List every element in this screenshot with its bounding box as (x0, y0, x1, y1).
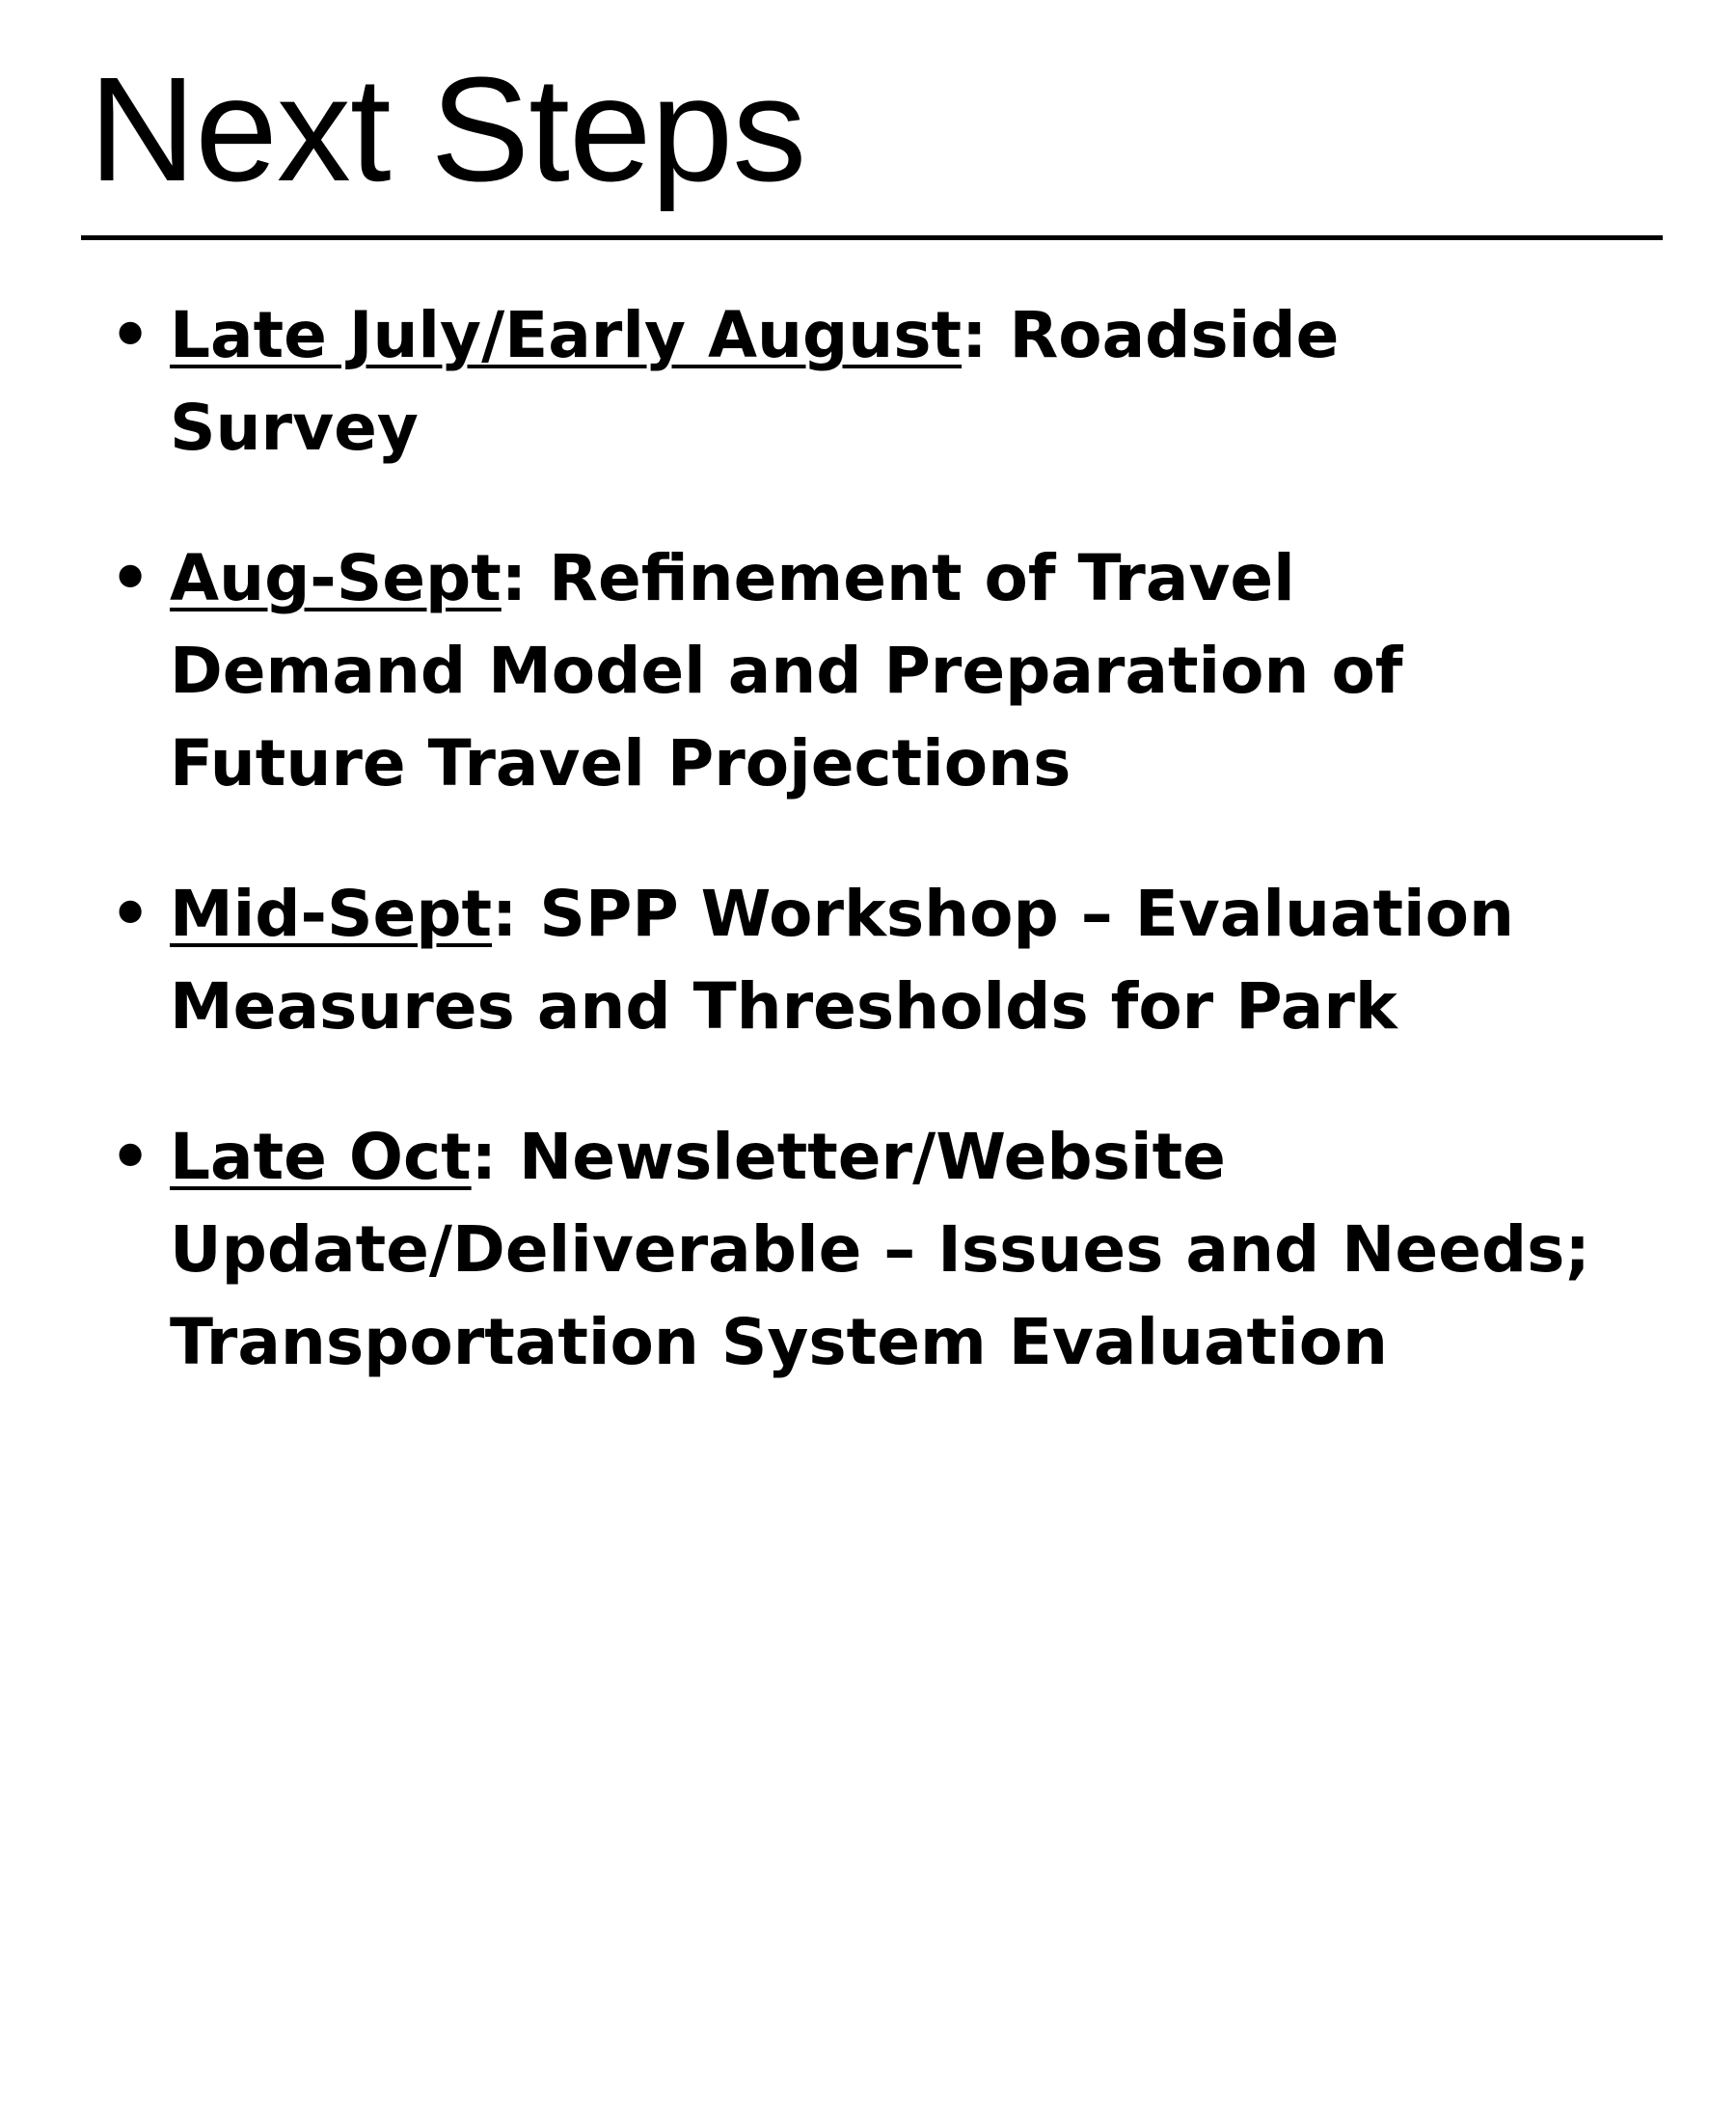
list-item (104, 868, 1609, 1053)
item-description: SPP Workshop – Evaluation Measures and Thresholds for Park (170, 877, 1514, 1044)
title-divider (81, 235, 1663, 240)
item-separator: : (962, 298, 1010, 372)
item-description: Refinement of Travel Demand Model and Preparation of Future Travel Projections (170, 541, 1403, 801)
item-timeframe: Late Oct (170, 1120, 472, 1194)
item-timeframe: Late July/Early August (170, 298, 963, 372)
item-separator: : (471, 1120, 520, 1194)
item-separator: : (501, 541, 550, 615)
bullet-icon: • (110, 1120, 151, 1194)
list-item (104, 1111, 1609, 1389)
list-item (104, 532, 1609, 810)
bullet-icon: • (110, 541, 151, 615)
item-separator: : (492, 877, 540, 951)
item-description: Newsletter/Website Update/Deliverable – Issues and Needs; Transportation System Evaluation (170, 1120, 1590, 1379)
list-item (104, 289, 1609, 475)
item-timeframe: Mid-Sept (170, 877, 493, 951)
item-description: Roadside Survey (170, 298, 1340, 465)
bullet-icon: • (110, 877, 151, 951)
bullet-icon: • (110, 298, 151, 372)
item-timeframe: Aug-Sept (170, 541, 502, 615)
slide-title: Next Steps (89, 46, 806, 212)
next-steps-list (104, 289, 1609, 1447)
